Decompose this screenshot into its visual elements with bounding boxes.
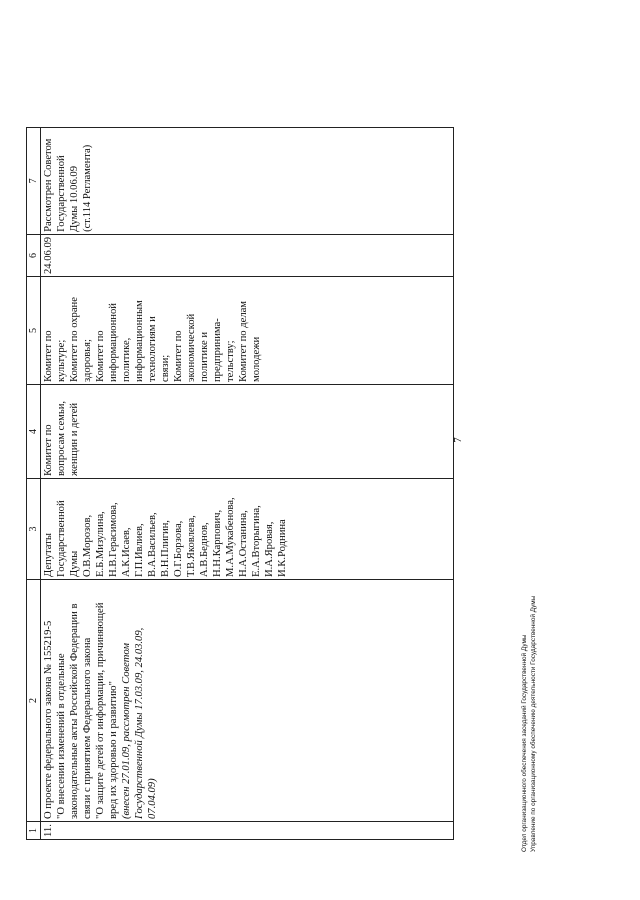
table-header-row [27, 127, 41, 839]
co-committee-line: Комитет по [95, 330, 106, 382]
bill-note [120, 582, 159, 819]
column-number-7: 7 [27, 127, 41, 234]
author-line: Н.А.Останина, [238, 510, 249, 577]
co-committee-line: Комитет по делам [238, 300, 249, 382]
author-line: О.В.Морозов, [82, 514, 93, 577]
bill-note-line: 07.04.09) [147, 778, 158, 819]
co-committees-cell [41, 277, 454, 385]
co-committee-line: информационным [134, 300, 145, 382]
status-line: Думы 10.06.09 [69, 165, 80, 232]
bill-title-line: О проекте федерального закона № 155219-5 [43, 620, 54, 819]
co-committee-line: предпринима- [212, 318, 223, 382]
co-committee-line: экономической [186, 313, 197, 382]
co-committee-line: информационной [108, 303, 119, 382]
bill-title-line: связи с принятием Федерального закона [82, 637, 93, 819]
page-footer [520, 596, 538, 852]
author-line: Н.В.Герасимова, [108, 502, 119, 577]
status-line: (ст.114 Регламента) [82, 144, 93, 232]
row-number: 11. [41, 822, 454, 840]
status-text [42, 130, 94, 232]
co-committee-line: молодежи [251, 336, 262, 382]
bill-title-line: "О защите детей от информации, причиняющей [95, 602, 106, 819]
co-committee-line: Комитет по охране [69, 297, 80, 382]
bill-title [42, 582, 120, 819]
author-line: Н.Н.Карпович, [212, 509, 223, 577]
footer-line: Управление по организационному обеспечению деятельности Государственной Думы [530, 595, 537, 852]
co-committee-line: связи; [160, 354, 171, 382]
bill-cell [41, 580, 454, 822]
committee-line: Комитет по [43, 424, 54, 476]
bill-title-line: "О внесении изменений в отдельные [56, 653, 67, 819]
author-line: Государственной [56, 500, 67, 577]
column-number-4: 4 [27, 385, 41, 479]
author-line: И.К.Роднина [277, 519, 288, 577]
bill-title-line: законодательные акты Российской Федерации в [69, 603, 80, 819]
bill-title-line: вред их здоровью и развитию" [108, 681, 119, 819]
column-number-6: 6 [27, 234, 41, 276]
column-number-3: 3 [27, 479, 41, 580]
date-cell: 24.06.09 [41, 234, 454, 276]
bill-note-line: Государственной Думы 17.03.09, 24.03.09, [134, 627, 145, 819]
co-committee-line: тельству; [225, 340, 236, 382]
committee-line: женщин и детей [69, 402, 80, 476]
authors-cell [41, 479, 454, 580]
status-line: Рассмотрен Советом [43, 138, 54, 232]
table-row [41, 127, 454, 839]
author-line: Т.В.Яковлева, [186, 515, 197, 577]
column-number-1: 1 [27, 822, 41, 840]
co-committee-line: технологиям и [147, 316, 158, 382]
co-committee-line: Комитет по [173, 330, 184, 382]
author-line: Е.А.Вторыгина, [251, 505, 262, 577]
co-committee-line: политике и [199, 332, 210, 382]
author-line: А.К.Исаев, [121, 527, 132, 577]
responsible-committee-cell [41, 385, 454, 479]
bill-note-line: (внесен 27.01.09, рассмотрен Советом [121, 643, 132, 819]
author-line: Е.Б.Мизулина, [95, 511, 106, 577]
column-number-2: 2 [27, 580, 41, 822]
author-line: Депутаты [43, 533, 54, 577]
status-cell [41, 127, 454, 234]
author-line: В.А.Васильев, [147, 512, 158, 577]
author-line: И.А.Яровая, [264, 521, 275, 577]
committee-line: вопросам семьи, [56, 400, 67, 476]
status-line: Государственной [56, 155, 67, 232]
co-committee-line: политике, [121, 337, 132, 382]
page-number: 7 [452, 437, 464, 443]
co-committees [42, 279, 263, 382]
author-line: В.Н.Плигин, [160, 520, 171, 577]
footer-line: Отдел организационного обеспечения заседаний Государственной Думы [521, 634, 528, 852]
bills-table [26, 127, 454, 840]
co-committee-line: здоровья; [82, 339, 93, 382]
responsible-committee [42, 387, 81, 476]
authors-list [42, 481, 289, 577]
column-number-5: 5 [27, 277, 41, 385]
author-line: М.А.Мукабенова, [225, 497, 236, 577]
author-line: Думы [69, 550, 80, 577]
author-line: Г.П.Ивлиев, [134, 523, 145, 577]
author-line: О.Г.Борзова, [173, 520, 184, 577]
co-committee-line: Комитет по [43, 330, 54, 382]
author-line: А.В.Беднов, [199, 522, 210, 577]
co-committee-line: культуре; [56, 339, 67, 382]
